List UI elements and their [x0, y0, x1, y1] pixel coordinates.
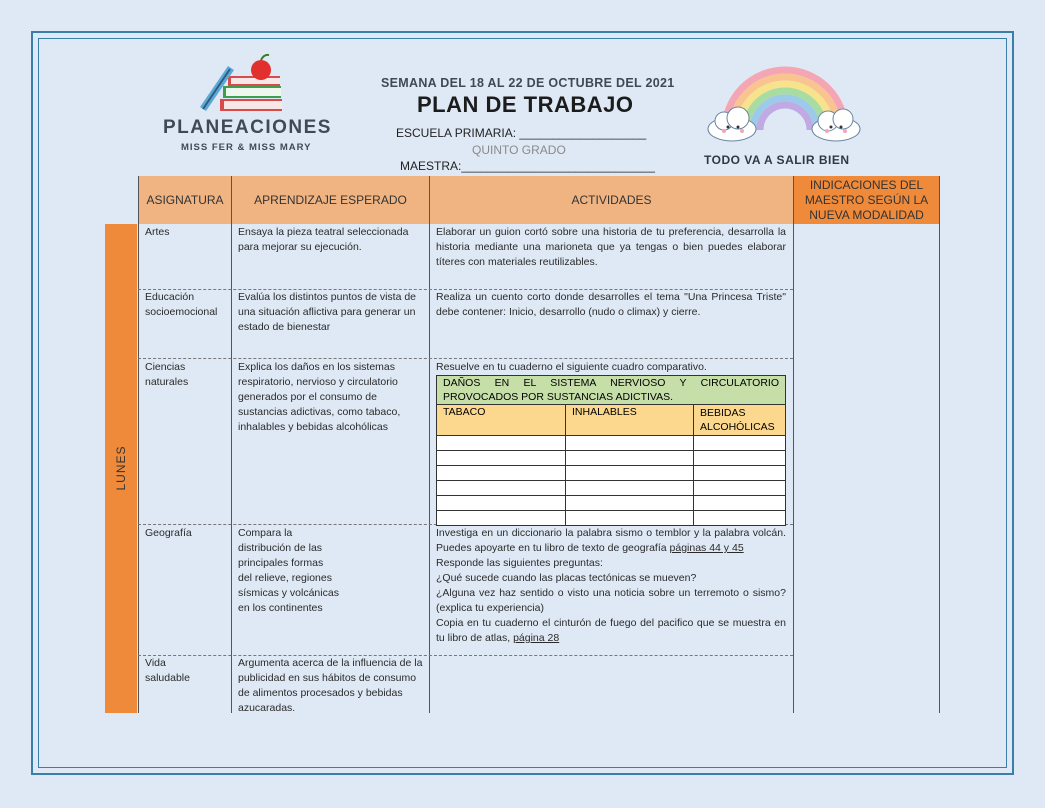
- comparison-cell[interactable]: [694, 466, 786, 481]
- header-learning: APRENDIZAJE ESPERADO: [232, 176, 429, 224]
- comparison-cell[interactable]: [437, 436, 566, 451]
- activities-cell: Elaborar un guion cortó sobre una historia de tu preferencia, desarrolla la historia mediante una marioneta que ya tengas o bien puedes elaborar títeres con materiales reutilizables.: [436, 226, 786, 268]
- teacher-label: MAESTRA:_____________________________: [400, 159, 655, 173]
- activities-text: Copia en tu cuaderno el cinturón de fuego del pacifico que se muestra en tu libro de atlas,: [436, 617, 786, 644]
- comparison-cell[interactable]: [437, 511, 566, 526]
- logo-subtitle: MISS FER & MISS MARY: [181, 142, 312, 153]
- learning-line: distribución de las: [238, 542, 323, 554]
- comparison-cell[interactable]: [566, 451, 694, 466]
- learning-line: Compara la: [238, 527, 293, 539]
- comparison-cell[interactable]: [437, 496, 566, 511]
- page-title: PLAN DE TRABAJO: [417, 92, 634, 117]
- page-link[interactable]: página 28: [513, 632, 560, 644]
- row-divider: [138, 655, 793, 656]
- comparison-cell[interactable]: [694, 511, 786, 526]
- learning-cell: [238, 526, 423, 616]
- comparison-cell[interactable]: [437, 481, 566, 496]
- learning-line: en los continentes: [238, 602, 323, 614]
- learning-cell: Evalúa los distintos puntos de vista de una situación aflictiva para generar un estado de bienestar: [238, 291, 417, 333]
- subject-cell: Artes: [145, 226, 170, 238]
- week-label: SEMANA DEL 18 AL 22 DE OCTUBRE DEL 2021: [381, 76, 675, 90]
- comparison-cell[interactable]: [694, 496, 786, 511]
- comparison-column-header: TABACO: [437, 405, 566, 436]
- learning-cell: Ensaya la pieza teatral seleccionada para mejorar su ejecución.: [238, 226, 409, 253]
- header-subject: ASIGNATURA: [139, 176, 231, 224]
- subject-cell: Ciencias naturales: [145, 361, 189, 388]
- comparison-column-header: INHALABLES: [566, 405, 694, 436]
- comparison-cell[interactable]: [694, 451, 786, 466]
- comparison-cell[interactable]: [694, 436, 786, 451]
- table-border: [793, 176, 794, 713]
- row-divider: [138, 358, 793, 359]
- pages-link[interactable]: páginas 44 y 45: [669, 542, 744, 554]
- comparison-cell[interactable]: [566, 511, 694, 526]
- comparison-cell[interactable]: [694, 481, 786, 496]
- logo-title: PLANEACIONES: [163, 117, 332, 138]
- comparison-cell[interactable]: [437, 451, 566, 466]
- grade-label: QUINTO GRADO: [472, 143, 566, 157]
- activities-text: Responde las siguientes preguntas:: [436, 557, 603, 569]
- comparison-cell[interactable]: [566, 496, 694, 511]
- motto-label: TODO VA A SALIR BIEN: [704, 153, 850, 167]
- day-label: LUNES: [114, 445, 128, 491]
- comparison-table: [436, 375, 786, 526]
- comparison-cell[interactable]: [566, 481, 694, 496]
- comparison-title: DAÑOS EN EL SISTEMA NERVIOSO Y CIRCULATORIO PROVOCADOS POR SUSTANCIAS ADICTIVAS.: [437, 376, 786, 405]
- activities-cell: Realiza un cuento corto donde desarrolles el tema "Una Princesa Triste" debe contener: Inicio, desarrollo (nudo o climax) y cierre.: [436, 291, 786, 318]
- header-activities: ACTIVIDADES: [430, 176, 793, 224]
- table-border: [231, 176, 232, 713]
- activities-cell: [436, 526, 786, 646]
- table-border: [429, 176, 430, 713]
- comparison-cell[interactable]: [566, 466, 694, 481]
- subject-cell: Geografía: [145, 527, 192, 539]
- activities-cell: Resuelve en tu cuaderno el siguiente cuadro comparativo.: [436, 361, 707, 373]
- learning-line: principales formas: [238, 557, 324, 569]
- table-border: [939, 176, 940, 713]
- school-label: ESCUELA PRIMARIA: ___________________: [396, 126, 647, 140]
- comparison-cell[interactable]: [437, 466, 566, 481]
- learning-cell: Argumenta acerca de la influencia de la publicidad en sus hábitos de consumo de alimentos procesados y bebidas azucaradas.: [238, 657, 423, 714]
- subject-cell: Educación socioemocional: [145, 291, 218, 318]
- rainbow-icon: [700, 55, 870, 155]
- comparison-cell[interactable]: [566, 436, 694, 451]
- header-indications: INDICACIONES DEL MAESTRO SEGÚN LA NUEVA MODALIDAD: [794, 176, 939, 224]
- question-text: ¿Qué sucede cuando las placas tectónicas se mueven?: [436, 572, 697, 584]
- subject-cell: Vida saludable: [145, 657, 190, 684]
- activities-text: Investiga en un diccionario la palabra sismo o temblor y la palabra volcán. Puedes apoyarte en tu libro de texto de geografía: [436, 527, 786, 554]
- learning-line: del relieve, regiones: [238, 572, 332, 584]
- learning-cell: Explica los daños en los sistemas respiratorio, nervioso y circulatorio generados por el consumo de sustancias adictivas, como tabaco, inhalables y bebidas alcohólicas: [238, 361, 401, 433]
- learning-line: sísmicas y volcánicas: [238, 587, 339, 599]
- table-border: [138, 176, 139, 713]
- question-text: ¿Alguna vez haz sentido o visto una noticia sobre un terremoto o sismo? (explica tu experiencia): [436, 587, 786, 614]
- comparison-column-header[interactable]: BEBIDAS ALCOHÓLICAS: [694, 405, 786, 436]
